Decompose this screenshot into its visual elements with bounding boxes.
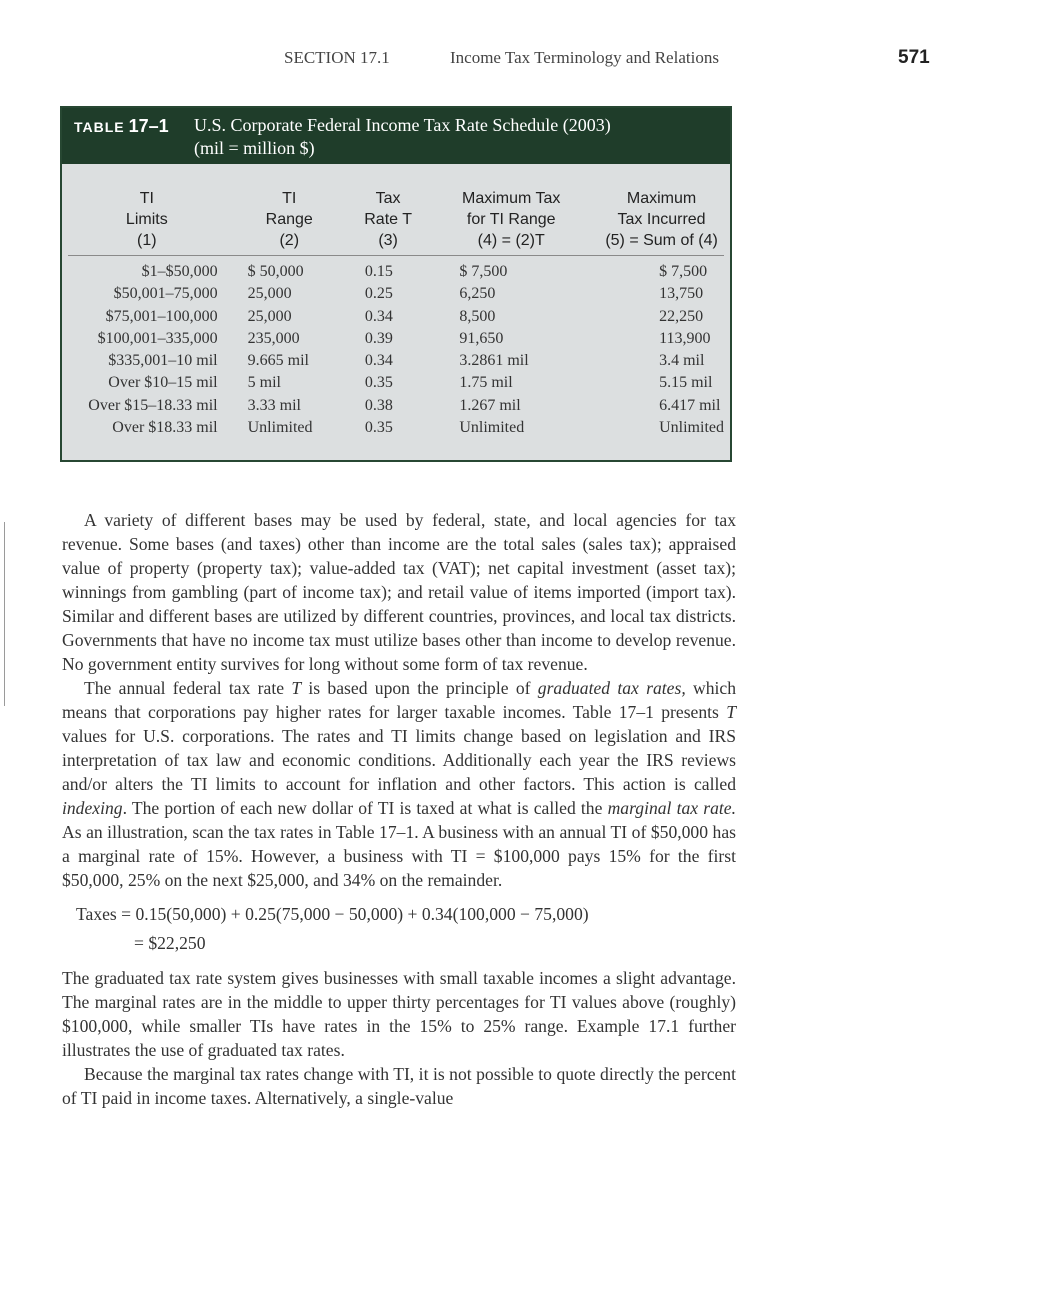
table-header-row [68,188,724,256]
header-text: TI [282,190,297,207]
text-run: . The portion of each new dollar of TI is taxed at what is called the [122,798,608,818]
table-row [68,395,724,417]
cell-ti-range: 25,000 [247,285,292,303]
header-text: Limits [125,211,168,228]
cell-ti-range: 235,000 [247,329,300,347]
cell-ti-limits: Over $15–18.33 mil [88,396,218,414]
cell-tax-rate: 0.25 [364,285,393,303]
running-head-title: Income Tax Terminology and Relations [450,48,719,67]
paragraph-graduated-rates [62,676,736,892]
cell-max-tax: 1.267 mil [459,396,521,414]
header-text: (5) = Sum of (4) [605,232,718,249]
equation-line-2: = $22,250 [134,933,206,953]
variable-t: T [726,702,736,722]
text-run: which means that corporations pay higher rates for larger taxable incomes. Table 17–1 presents [62,678,737,722]
margin-rule [4,522,5,706]
paragraph-advantage: The graduated tax rate system gives businesses with small taxable incomes a slight advantage. The marginal rates are in the middle to upper thirty percentages for TI values above (roughly) $100,000, while smaller TIs have rates in the 15% to 25% range. Example 17.1 further illustrates the use of graduated tax rates. [62,968,736,1060]
header-maximum-tax [423,188,599,256]
cell-max-tax: 8,500 [459,307,496,325]
header-text: Rate T [364,211,412,228]
table-title [194,114,611,160]
cell-max-tax: 1.75 mil [459,374,513,392]
term-graduated-tax-rates: graduated tax rates, [537,678,686,698]
cell-max-tax: 6,250 [459,285,496,303]
cell-max-tax-incurred: 22,250 [659,307,704,325]
cell-ti-limits: $75,001–100,000 [105,307,218,325]
cell-max-tax-incurred: Unlimited [659,419,724,437]
term-marginal-tax-rate: marginal tax rate. [607,798,736,818]
cell-ti-range: 9.665 mil [247,352,309,370]
table-title-line1: U.S. Corporate Federal Income Tax Rate Schedule (2003) [194,115,611,135]
text-run: The annual federal tax rate [84,678,292,698]
header-text: for TI Range [466,211,556,228]
cell-max-tax: 3.2861 mil [459,352,529,370]
cell-ti-range: 3.33 mil [247,396,301,414]
cell-ti-range: 25,000 [247,307,292,325]
cell-ti-limits: Over $10–15 mil [108,374,218,392]
header-text: (3) [378,232,398,249]
header-text: Maximum Tax [462,190,561,207]
cell-tax-rate: 0.39 [364,329,393,347]
cell-max-tax-incurred: 3.4 mil [659,352,705,370]
header-text: (4) = (2)T [477,232,545,249]
table-row [68,417,724,439]
header-text: Tax [375,190,401,207]
cell-ti-limits: $1–$50,000 [141,263,218,280]
cell-max-tax-incurred: 113,900 [659,329,711,347]
table-row [68,372,724,394]
text-run: As an illustration, scan the tax rates in Table 17–1. A business with an annual TI of $50,000 has a marginal rate of 15%. However, a business with TI = $100,000 pays 15% for the first $50,000, 25% on the next $25,000, and 34% on the remainder. [62,822,736,890]
cell-max-tax-incurred: 5.15 mil [659,374,713,392]
cell-ti-range: $ 50,000 [247,263,304,280]
table-title-line2: (mil = million $) [194,138,315,158]
table-row [68,350,724,372]
cell-ti-limits: $335,001–10 mil [108,352,218,370]
variable-t: T [291,678,302,698]
term-indexing: indexing [62,798,123,818]
cell-ti-limits: Over $18.33 mil [112,419,218,437]
text-run: values for U.S. corporations. The rates and TI limits change based on legislation and IRS interpretation of tax law and economic conditions. Additionally each year the IRS reviews and/or alters the TI limits to account for inflation and other factors. This action is called [62,726,736,794]
table-label [74,116,169,137]
cell-max-tax-incurred: 6.417 mil [659,396,721,414]
header-text: Tax Incurred [617,211,706,228]
table-row [68,306,724,328]
cell-tax-rate: 0.15 [364,263,393,280]
table-row [68,283,724,305]
cell-max-tax: 91,650 [459,329,504,347]
table-row [68,328,724,350]
table-row [68,256,724,284]
table-label-text: TABLE [74,119,125,135]
text-run: is based upon the principle of [301,678,538,698]
running-head [0,48,1048,72]
page-number: 571 [898,47,930,68]
cell-ti-range: 5 mil [247,374,281,392]
body-text [62,508,736,1110]
table-header-bar [62,108,730,164]
header-text: TI [139,190,154,207]
cell-max-tax: $ 7,500 [459,263,508,280]
paragraph-tax-bases: A variety of different bases may be used by federal, state, and local agencies for tax revenue. Some bases (and taxes) other than income are the total sales (sales tax); appraised value of property (property tax); value-added tax (VAT); net capital investment (asset tax); winnings from gambling (part of income tax); and retail value of items imported (import tax). Similar and different bases are utilized by different countries, provinces, and local tax districts. Governments that have no income tax must utilize bases other than income to develop revenue. No government entity survives for long without some form of tax revenue. [62,510,736,674]
cell-ti-range: Unlimited [247,419,313,437]
cell-max-tax: Unlimited [459,419,525,437]
cell-tax-rate: 0.35 [364,374,393,392]
header-maximum-tax-incurred [599,188,724,256]
header-ti-limits [68,188,226,256]
running-head-section: SECTION 17.1 [284,48,390,67]
cell-ti-limits: $100,001–335,000 [97,329,218,347]
cell-ti-limits: $50,001–75,000 [113,285,218,303]
cell-tax-rate: 0.34 [364,352,393,370]
table-number: 17–1 [128,116,169,136]
cell-max-tax-incurred: 13,750 [659,285,704,303]
header-ti-range [226,188,353,256]
header-tax-rate [353,188,423,256]
cell-tax-rate: 0.35 [364,419,393,437]
cell-tax-rate: 0.38 [364,396,393,414]
tax-equation [76,900,736,958]
cell-max-tax-incurred: $ 7,500 [659,263,708,280]
header-text: Maximum [626,190,697,207]
header-text: (1) [137,232,157,249]
header-text: Range [265,211,313,228]
header-text: (2) [279,232,300,249]
tax-rate-table-box [60,106,732,462]
tax-rate-table [68,188,724,439]
cell-tax-rate: 0.34 [364,307,393,325]
equation-line-1: Taxes = 0.15(50,000) + 0.25(75,000 − 50,000) + 0.34(100,000 − 75,000) [76,904,589,924]
paragraph-single-value: Because the marginal tax rates change with TI, it is not possible to quote directly the percent of TI paid in income taxes. Alternatively, a single-value [62,1064,736,1108]
